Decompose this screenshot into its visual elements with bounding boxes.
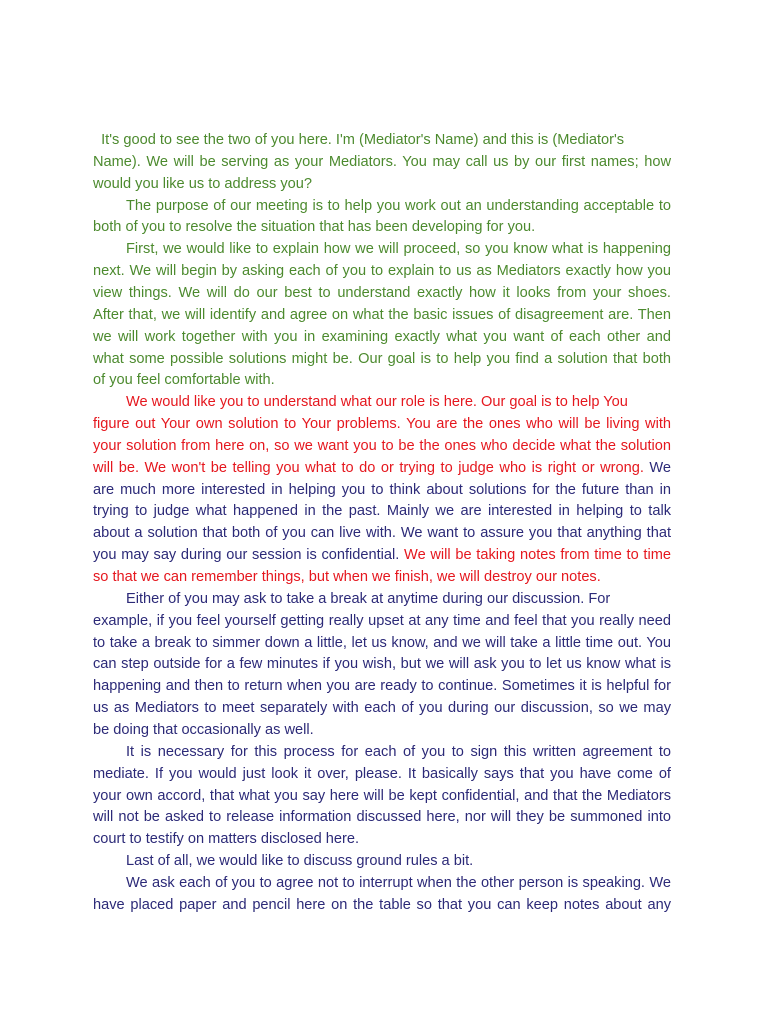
text-segment: happening and then to return when you are ready to continue. Sometimes it is helpful for — [93, 678, 671, 695]
text-segment: so that we can remember things, but when we finish, we will destroy our notes. — [93, 569, 601, 585]
text-segment: example, if you feel yourself getting really upset at any time and feel that you really need — [93, 612, 671, 629]
text-segment: will be. We won't be telling you what to do or trying to judge who is right or wrong. — [93, 459, 644, 476]
text-segment: It's good to see the two of you here. I'm (Mediator's Name) and this is (Mediator's — [93, 132, 625, 148]
text-segment: your own accord, that what you say here will be kept confidential, and that the Mediators — [93, 787, 671, 804]
text-line — [93, 655, 671, 673]
text-line — [93, 350, 671, 368]
text-segment: After that, we will identify and agree on what the basic issues of disagreement are. Then — [93, 306, 671, 323]
text-line — [93, 328, 671, 346]
text-line — [93, 459, 671, 477]
text-line — [126, 590, 610, 608]
text-line — [93, 634, 671, 652]
text-segment: It is necessary for this process for each of you to sign this written agreement to — [126, 743, 671, 760]
text-line — [93, 677, 671, 695]
text-line — [93, 896, 671, 914]
text-segment: We ask each of you to agree not to interrupt when the other person is speaking. We — [126, 874, 671, 891]
text-segment: would you like us to address you? — [93, 175, 313, 192]
text-segment: of you feel comfortable with. — [93, 372, 275, 389]
text-segment: you may say during our session is confidential. — [93, 547, 400, 564]
text-segment: First, we would like to explain how we will proceed, so you know what is happening — [126, 241, 671, 258]
text-segment: about a solution that both of you can live with. We want to assure you that anything that — [93, 525, 671, 542]
text-segment: us as Mediators to meet separately with each of you during our discussion, so we may — [93, 700, 671, 717]
text-line — [93, 306, 671, 324]
text-segment: both of you to resolve the situation that has been developing for you. — [93, 219, 536, 236]
text-segment: view things. We will do our best to understand exactly how it looks from your shoes. — [93, 284, 671, 301]
text-segment: be doing that occasionally as well. — [93, 721, 314, 738]
text-line — [93, 284, 671, 302]
text-segment: to take a break to simmer down a little, let us know, and we will take a little time out. You — [93, 634, 671, 651]
text-line — [93, 721, 314, 739]
text-line — [126, 743, 671, 761]
text-line — [126, 393, 628, 411]
text-line — [93, 830, 359, 848]
text-segment: next. We will begin by asking each of you to explain to us as Mediators exactly how you — [93, 263, 671, 280]
text-segment: can step outside for a few minutes if you wish, but we will ask you to let us know what is — [93, 656, 671, 673]
text-segment: figure out Your own solution to Your problems. You are the ones who will be living with — [93, 416, 671, 433]
text-line — [93, 131, 624, 149]
text-segment: what some possible solutions might be. Our goal is to help you find a solution that both — [93, 350, 671, 367]
text-line — [93, 262, 671, 280]
text-line — [93, 612, 671, 630]
text-line — [126, 197, 671, 215]
text-segment: your solution from here on, so we want you to be the ones who decide what the solution — [93, 437, 671, 454]
text-line — [93, 524, 671, 542]
text-line — [93, 153, 671, 171]
text-segment: The purpose of our meeting is to help you work out an understanding acceptable to — [126, 197, 671, 214]
text-line — [93, 415, 671, 433]
text-line — [93, 437, 671, 455]
text-line — [93, 481, 671, 499]
text-line — [93, 371, 275, 389]
text-line — [126, 852, 473, 870]
text-segment: Name). We will be serving as your Mediators. You may call us by our first names; how — [93, 153, 671, 170]
text-line — [126, 240, 671, 258]
text-line — [93, 502, 671, 520]
text-line — [93, 546, 671, 564]
text-segment: mediate. If you would just look it over, please. It basically says that you have come of — [93, 765, 671, 782]
text-segment: We — [643, 459, 671, 476]
text-segment: have placed paper and pencil here on the table so that you can keep notes about any — [93, 896, 671, 913]
text-line — [93, 218, 535, 236]
text-segment: we will work together with you in examining exactly what you want of each other and — [93, 328, 671, 345]
text-line — [93, 175, 312, 193]
text-segment: We would like you to understand what our role is here. Our goal is to help You — [126, 394, 628, 411]
text-segment: will not be asked to release information discussed here, nor will they be summoned into — [93, 809, 671, 826]
text-segment: court to testify on matters disclosed here. — [93, 831, 360, 848]
text-line — [93, 808, 671, 826]
text-segment: Last of all, we would like to discuss ground rules a bit. — [126, 853, 474, 870]
text-segment: Either of you may ask to take a break at anytime during our discussion. For — [126, 590, 611, 607]
text-line — [93, 568, 601, 586]
text-segment: trying to judge what happened in the past. Mainly we are interested in helping to talk — [93, 503, 671, 520]
text-segment: We will be taking notes from time to time — [399, 547, 671, 564]
text-line — [93, 787, 671, 805]
text-line — [126, 874, 671, 892]
text-line — [93, 699, 671, 717]
text-line — [93, 765, 671, 783]
text-segment: are much more interested in helping you to think about solutions for the future than in — [93, 481, 671, 498]
